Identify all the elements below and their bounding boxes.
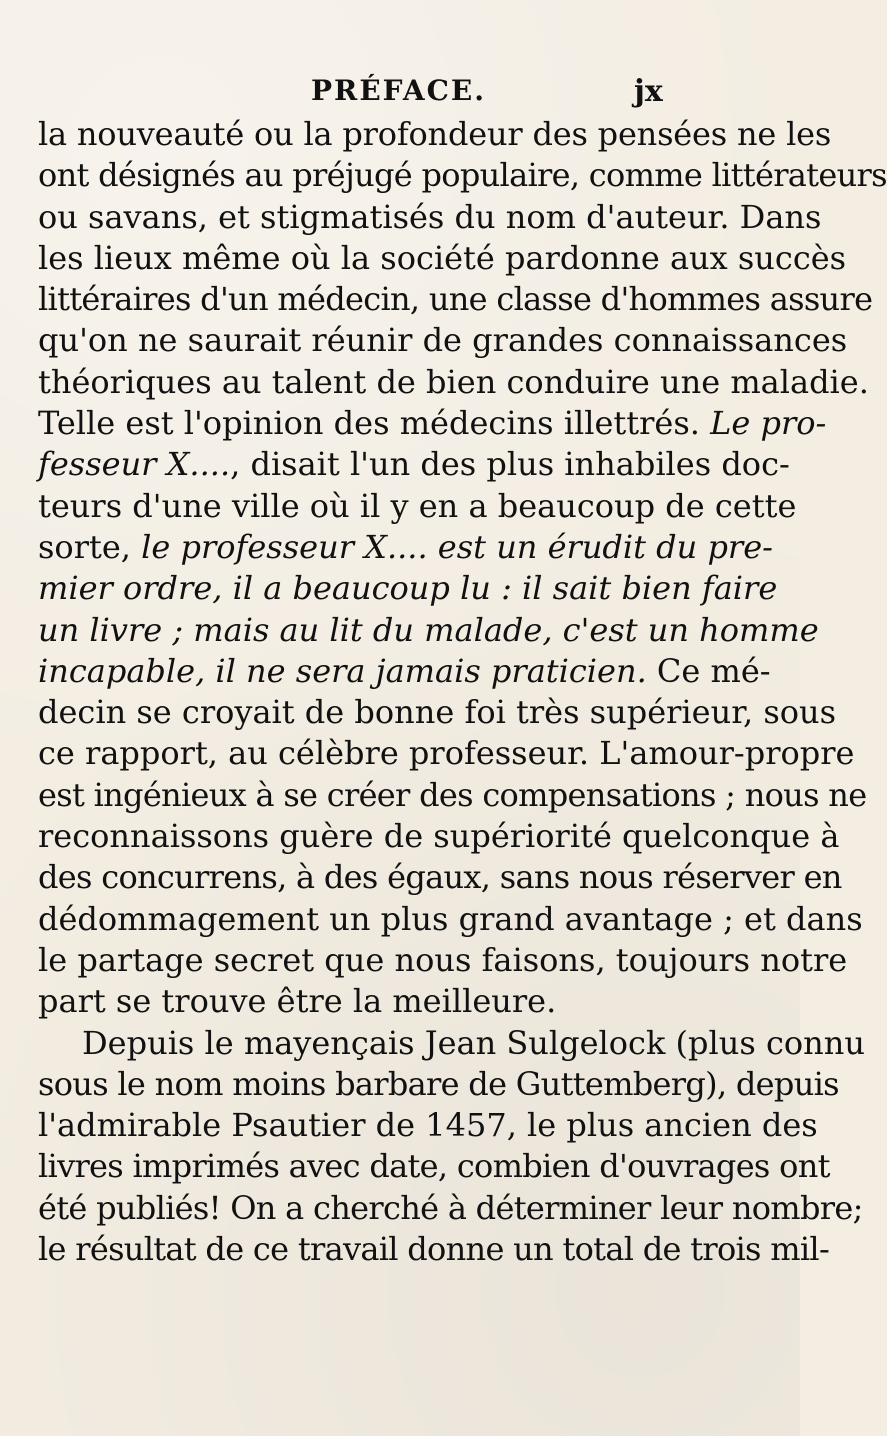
text-line: reconnaissons guère de supériorité quelconque à xyxy=(38,817,840,856)
text-line: livres imprimés avec date, combien d'ouvrages ont xyxy=(38,1147,830,1186)
text-line: un livre ; mais au lit du malade, c'est un homme xyxy=(38,610,819,649)
text-line: dédommagement un plus grand avantage ; et dans xyxy=(38,899,863,938)
text-line: des concurrens, à des égaux, sans nous réserver en xyxy=(38,858,842,897)
text-line: la nouveauté ou la profondeur des pensées ne les xyxy=(38,115,832,153)
text-line: mier ordre, il a beaucoup lu : il sait bien faire xyxy=(38,569,778,608)
page-header xyxy=(38,74,718,114)
text-line xyxy=(38,403,827,444)
text-line-italic: le professeur X.... est un érudit du pre- xyxy=(141,527,773,566)
text-line: le partage secret que nous faisons, toujours notre xyxy=(38,940,848,979)
text-line: qu'on ne saurait réunir de grandes connaissances xyxy=(38,321,848,360)
text-line-italic: fesseur X.... xyxy=(38,445,231,484)
text-line xyxy=(38,651,771,692)
text-line: sous le nom moins barbare de Guttemberg), depuis xyxy=(38,1064,839,1103)
page-number: jx xyxy=(634,74,663,109)
text-line-italic: Le pro- xyxy=(710,404,827,443)
text-line: decin se croyait de bonne foi très supérieur, sous xyxy=(38,693,837,732)
text-line: teurs d'une ville où il y en a beaucoup de cette xyxy=(38,486,797,525)
text-line-roman: Telle est l'opinion des médecins illettrés. xyxy=(38,404,711,443)
text-line: été publiés! On a cherché à déterminer leur nombre; xyxy=(38,1188,863,1227)
text-line: Depuis le mayençais Jean Sulgelock (plus connu xyxy=(82,1023,865,1062)
text-line: ou savans, et stigmatisés du nom d'auteur. Dans xyxy=(38,197,822,236)
text-line-roman: Ce mé- xyxy=(646,651,771,690)
text-line: ce rapport, au célèbre professeur. L'amour-propre xyxy=(38,734,855,773)
text-line: théoriques au talent de bien conduire une maladie. xyxy=(38,362,869,401)
main-text xyxy=(38,114,887,1270)
text-line xyxy=(38,527,773,568)
text-line: est ingénieux à se créer des compensations ; nous ne xyxy=(38,775,867,814)
text-line xyxy=(38,444,790,485)
text-line: littéraires d'un médecin, une classe d'hommes assure xyxy=(38,280,873,319)
text-line: ont désignés au préjugé populaire, comme littérateurs xyxy=(38,156,887,195)
text-line: les lieux même où la société pardonne aux succès xyxy=(38,238,847,277)
running-title: PRÉFACE. xyxy=(311,74,487,107)
text-line-italic: incapable, il ne sera jamais praticien. xyxy=(38,651,647,690)
text-line: part se trouve être la meilleure. xyxy=(38,982,557,1021)
text-line: l'admirable Psautier de 1457, le plus ancien des xyxy=(38,1106,818,1145)
text-line-roman: sorte, xyxy=(38,527,142,566)
text-line-roman: , disait l'un des plus inhabiles doc- xyxy=(230,445,790,484)
text-line: le résultat de ce travail donne un total de trois mil- xyxy=(38,1230,830,1269)
